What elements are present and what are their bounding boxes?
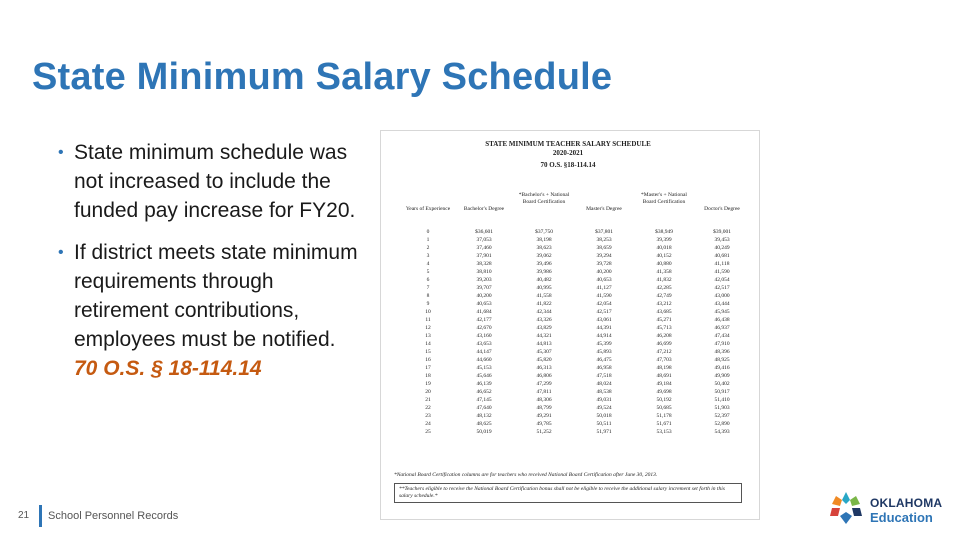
table-cell: 47,145 — [476, 397, 492, 403]
table-cell: 37,460 — [476, 245, 492, 251]
table-cell: 44,321 — [536, 333, 552, 339]
table-cell: 44,660 — [476, 357, 492, 363]
table-cell: 41,590 — [714, 269, 730, 275]
table-cell: 39,203 — [476, 277, 492, 283]
table-cell: 48,538 — [596, 389, 612, 395]
table-row — [392, 308, 744, 316]
table-cell: 40,995 — [536, 285, 552, 291]
bullet-text: If district meets state minimum requirements through retirement contributions, employees must be notified. — [74, 241, 358, 351]
table-cell: 38,659 — [596, 245, 612, 251]
table-cell: 47,910 — [714, 341, 730, 347]
bullet-list — [58, 138, 358, 396]
table-cell: 41,118 — [714, 261, 730, 267]
table-cell: 38,623 — [536, 245, 552, 251]
table-cell: 52,397 — [714, 413, 730, 419]
table-cell: 42,285 — [656, 285, 672, 291]
table-cell: 42,517 — [596, 309, 612, 315]
table-row — [392, 228, 744, 236]
table-cell: 45,307 — [536, 349, 552, 355]
schedule-column-header: Doctor's Degree — [704, 206, 740, 212]
table-cell: 49,031 — [596, 397, 612, 403]
table-cell: 39,294 — [596, 253, 612, 259]
table-cell: 47,640 — [476, 405, 492, 411]
logo-text-education: Education — [870, 510, 933, 525]
table-cell: 37,901 — [476, 253, 492, 259]
table-cell: 3 — [426, 253, 430, 259]
slide-number: 21 — [18, 510, 30, 521]
table-cell: 39,453 — [714, 237, 730, 243]
table-cell: $39,001 — [713, 229, 731, 235]
table-row — [392, 428, 744, 436]
table-cell: 45,713 — [656, 325, 672, 331]
table-cell: 40,200 — [596, 269, 612, 275]
slide-title: State Minimum Salary Schedule — [32, 56, 613, 98]
table-cell: 40,482 — [536, 277, 552, 283]
table-row — [392, 348, 744, 356]
table-cell: 22 — [425, 405, 431, 411]
table-row — [392, 404, 744, 412]
table-cell: 40,152 — [656, 253, 672, 259]
table-cell: 41,590 — [596, 293, 612, 299]
table-cell: 45,646 — [476, 373, 492, 379]
schedule-table-body — [392, 228, 744, 436]
table-cell: 39,728 — [596, 261, 612, 267]
table-cell: 18 — [425, 373, 431, 379]
table-cell: 49,909 — [714, 373, 730, 379]
table-cell: 23 — [425, 413, 431, 419]
table-cell: 39,062 — [536, 253, 552, 259]
table-cell: 41,558 — [536, 293, 552, 299]
bullet-dot-icon: • — [58, 244, 64, 261]
table-row — [392, 340, 744, 348]
table-cell: 39,707 — [476, 285, 492, 291]
table-cell: 50,685 — [656, 405, 672, 411]
table-cell: 39,399 — [656, 237, 672, 243]
table-cell: 50,018 — [596, 413, 612, 419]
table-cell: $38,949 — [655, 229, 673, 235]
table-cell: 41,832 — [656, 277, 672, 283]
table-cell: 46,699 — [656, 341, 672, 347]
table-cell: 42,749 — [656, 293, 672, 299]
table-cell: 47,212 — [656, 349, 672, 355]
footer-label: School Personnel Records — [48, 510, 179, 522]
table-cell: 43,061 — [596, 317, 612, 323]
table-cell: 6 — [426, 277, 430, 283]
table-row — [392, 300, 744, 308]
table-cell: 43,444 — [714, 301, 730, 307]
table-cell: 49,698 — [656, 389, 672, 395]
table-cell: 43,000 — [714, 293, 730, 299]
table-cell: 49,184 — [656, 381, 672, 387]
schedule-header-row — [392, 192, 744, 228]
table-cell: 49,291 — [536, 413, 552, 419]
table-cell: 51,178 — [656, 413, 672, 419]
table-cell: 43,212 — [656, 301, 672, 307]
table-cell: 53,153 — [656, 429, 672, 435]
table-cell: 41,822 — [536, 301, 552, 307]
table-cell: 45,399 — [596, 341, 612, 347]
table-row — [392, 252, 744, 260]
table-cell: 48,306 — [536, 397, 552, 403]
table-cell: 13 — [425, 333, 431, 339]
table-cell: 50,192 — [656, 397, 672, 403]
table-row — [392, 388, 744, 396]
table-cell: 48,691 — [656, 373, 672, 379]
table-cell: 47,434 — [714, 333, 730, 339]
table-cell: 43,326 — [536, 317, 552, 323]
table-row — [392, 292, 744, 300]
table-cell: 51,971 — [596, 429, 612, 435]
table-cell: 8 — [426, 293, 430, 299]
table-cell: 15 — [425, 349, 431, 355]
table-cell: 46,139 — [476, 381, 492, 387]
table-cell: 45,153 — [476, 365, 492, 371]
schedule-column-header: Years of Experience — [405, 206, 451, 212]
table-row — [392, 324, 744, 332]
table-cell: 41,684 — [476, 309, 492, 315]
table-cell: 50,511 — [596, 421, 612, 427]
table-cell: 48,625 — [476, 421, 492, 427]
table-cell: 48,198 — [656, 365, 672, 371]
table-cell: 40,653 — [476, 301, 492, 307]
table-cell: 16 — [425, 357, 431, 363]
table-cell: 44,147 — [476, 349, 492, 355]
table-cell: 46,958 — [596, 365, 612, 371]
schedule-year: 2020-2021 — [552, 149, 584, 157]
table-cell: 12 — [425, 325, 431, 331]
table-cell: 40,249 — [714, 245, 730, 251]
table-row — [392, 284, 744, 292]
table-cell: 37,053 — [476, 237, 492, 243]
table-cell: 48,925 — [714, 357, 730, 363]
table-cell: 38,253 — [596, 237, 612, 243]
table-cell: 42,054 — [596, 301, 612, 307]
table-cell: 39,986 — [536, 269, 552, 275]
table-cell: 46,937 — [714, 325, 730, 331]
table-cell: 39,496 — [536, 261, 552, 267]
table-cell: 45,820 — [536, 357, 552, 363]
table-cell: 46,475 — [596, 357, 612, 363]
table-row — [392, 380, 744, 388]
table-row — [392, 372, 744, 380]
table-cell: 42,177 — [476, 317, 492, 323]
table-cell: $37,801 — [595, 229, 613, 235]
table-cell: 42,054 — [714, 277, 730, 283]
table-row — [392, 268, 744, 276]
table-cell: 1 — [426, 237, 430, 243]
table-cell: 50,917 — [714, 389, 730, 395]
table-cell: 10 — [425, 309, 431, 315]
footer-divider — [39, 505, 42, 527]
table-cell: 50,402 — [714, 381, 730, 387]
table-cell: 47,703 — [656, 357, 672, 363]
oklahoma-education-logo — [826, 490, 946, 528]
table-cell: 43,653 — [476, 341, 492, 347]
logo-text-oklahoma: OKLAHOMA — [870, 496, 943, 510]
table-cell: 17 — [425, 365, 431, 371]
table-cell: 7 — [426, 285, 430, 291]
table-cell: 47,811 — [536, 389, 552, 395]
table-cell: 49,785 — [536, 421, 552, 427]
table-cell: 51,410 — [714, 397, 730, 403]
schedule-column-header: Bachelor's Degree — [463, 206, 505, 212]
table-cell: 44,391 — [596, 325, 612, 331]
table-row — [392, 412, 744, 420]
table-cell: 38,328 — [476, 261, 492, 267]
table-cell: 5 — [426, 269, 430, 275]
table-cell: 46,313 — [536, 365, 552, 371]
table-cell: 4 — [426, 261, 430, 267]
table-cell: 46,806 — [536, 373, 552, 379]
table-row — [392, 236, 744, 244]
table-cell: 51,903 — [714, 405, 730, 411]
schedule-column-header: *Bachelor's + National Board Certification — [518, 192, 570, 205]
table-cell: 0 — [426, 229, 430, 235]
table-cell: 40,653 — [596, 277, 612, 283]
table-cell: 50,019 — [476, 429, 492, 435]
table-cell: 44,914 — [596, 333, 612, 339]
table-cell: 45,893 — [596, 349, 612, 355]
table-cell: 51,252 — [536, 429, 552, 435]
table-row — [392, 420, 744, 428]
table-cell: 48,396 — [714, 349, 730, 355]
table-cell: 40,880 — [656, 261, 672, 267]
table-cell: 49,416 — [714, 365, 730, 371]
table-cell: 25 — [425, 429, 431, 435]
table-row — [392, 260, 744, 268]
table-cell: 41,358 — [656, 269, 672, 275]
table-cell: 40,018 — [656, 245, 672, 251]
table-cell: 43,829 — [536, 325, 552, 331]
table-cell: 48,024 — [596, 381, 612, 387]
salary-schedule-document — [392, 140, 744, 516]
bullet-item — [58, 238, 358, 383]
table-cell: 45,945 — [714, 309, 730, 315]
table-row — [392, 276, 744, 284]
table-cell: 47,299 — [536, 381, 552, 387]
table-cell: 2 — [426, 245, 430, 251]
table-cell: $36,601 — [475, 229, 493, 235]
schedule-note-2: **Teachers eligible to receive the National Board Certification bonus shall not be eligible to receive the additional salary increment set forth in this salary schedule.* — [394, 483, 742, 503]
table-cell: 42,670 — [476, 325, 492, 331]
table-row — [392, 332, 744, 340]
table-cell: 42,344 — [536, 309, 552, 315]
table-cell: 20 — [425, 389, 431, 395]
table-cell: 38,198 — [536, 237, 552, 243]
table-cell: 46,652 — [476, 389, 492, 395]
schedule-column-header: Master's Degree — [586, 206, 622, 212]
table-cell: 47,518 — [596, 373, 612, 379]
schedule-note-1: *National Board Certification columns are for teachers who received National Board Certification after June 30, 2013. — [394, 472, 658, 478]
schedule-notes — [394, 472, 742, 503]
table-cell: 14 — [425, 341, 431, 347]
table-row — [392, 244, 744, 252]
table-cell: 43,160 — [476, 333, 492, 339]
table-cell: 46,208 — [656, 333, 672, 339]
table-cell: 43,685 — [656, 309, 672, 315]
schedule-column-header: *Master's + National Board Certification — [641, 192, 687, 205]
table-row — [392, 364, 744, 372]
table-cell: 42,517 — [714, 285, 730, 291]
table-cell: 46,438 — [714, 317, 730, 323]
logo-mark-icon — [826, 490, 866, 526]
table-row — [392, 316, 744, 324]
table-cell: 45,271 — [656, 317, 672, 323]
table-cell: $37,750 — [535, 229, 553, 235]
table-cell: 9 — [426, 301, 430, 307]
table-cell: 41,127 — [596, 285, 612, 291]
schedule-statute: 70 O.S. §18-114.14 — [540, 161, 596, 169]
table-cell: 52,890 — [714, 421, 730, 427]
table-cell: 38,810 — [476, 269, 492, 275]
bullet-text: State minimum schedule was not increased to include the funded pay increase for FY20. — [74, 141, 356, 222]
table-cell: 19 — [425, 381, 431, 387]
table-cell: 49,524 — [596, 405, 612, 411]
table-cell: 48,132 — [476, 413, 492, 419]
bullet-item — [58, 138, 358, 225]
statute-citation: 70 O.S. § 18-114.14 — [74, 357, 262, 380]
bullet-dot-icon: • — [58, 144, 64, 161]
table-row — [392, 396, 744, 404]
table-row — [392, 356, 744, 364]
table-cell: 40,200 — [476, 293, 492, 299]
table-cell: 51,671 — [656, 421, 672, 427]
table-cell: 48,799 — [536, 405, 552, 411]
table-cell: 21 — [425, 397, 431, 403]
table-cell: 40,681 — [714, 253, 730, 259]
table-cell: 54,393 — [714, 429, 730, 435]
table-cell: 24 — [425, 421, 431, 427]
table-cell: 11 — [425, 317, 431, 323]
schedule-title: STATE MINIMUM TEACHER SALARY SCHEDULE — [485, 140, 651, 148]
table-cell: 44,813 — [536, 341, 552, 347]
